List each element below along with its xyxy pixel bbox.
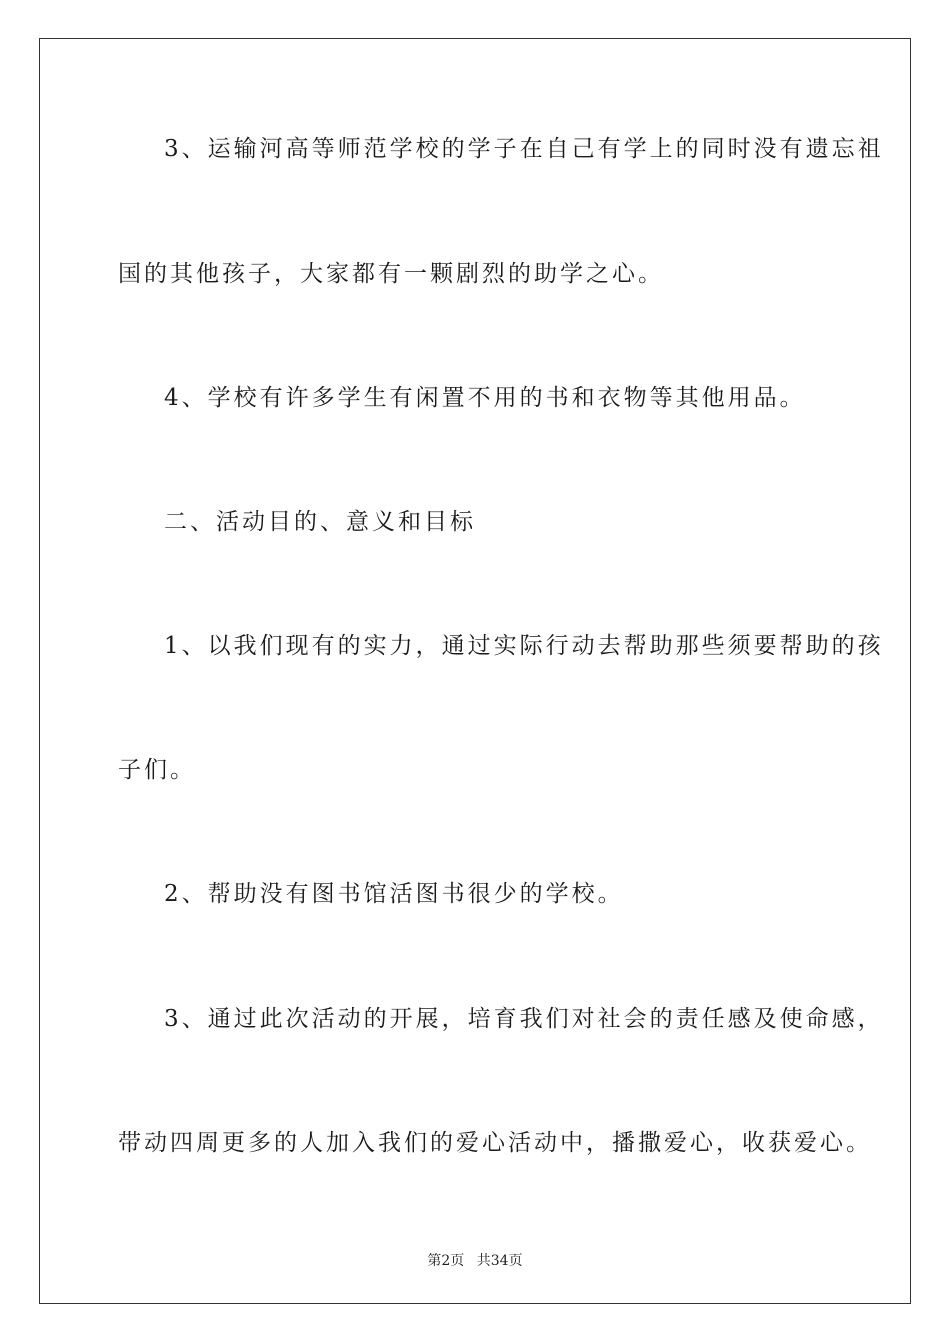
total-pages: 共34页: [476, 1253, 523, 1269]
paragraph-line: 3、通过此次活动的开展，培育我们对社会的责任感及使命感，: [164, 1006, 884, 1032]
paragraph-line: 1、以我们现有的实力，通过实际行动去帮助那些须要帮助的孩: [164, 633, 884, 659]
page-number: 第2页: [427, 1253, 465, 1269]
page-border: [39, 38, 911, 1304]
paragraph-line: 3、运输河高等师范学校的学子在自己有学上的同时没有遗忘祖: [164, 136, 884, 162]
paragraph-line: 2、帮助没有图书馆活图书很少的学校。: [164, 881, 624, 907]
paragraph-line: 带动四周更多的人加入我们的爱心活动中，播撒爱心，收获爱心。: [118, 1130, 872, 1156]
paragraph-line: 子们。: [118, 757, 196, 783]
page-footer: [0, 1250, 950, 1270]
section-heading: 二、活动目的、意义和目标: [164, 509, 476, 535]
paragraph-line: 4、学校有许多学生有闲置不用的书和衣物等其他用品。: [164, 385, 806, 411]
paragraph-line: 国的其他孩子，大家都有一颗剧烈的助学之心。: [118, 261, 664, 287]
